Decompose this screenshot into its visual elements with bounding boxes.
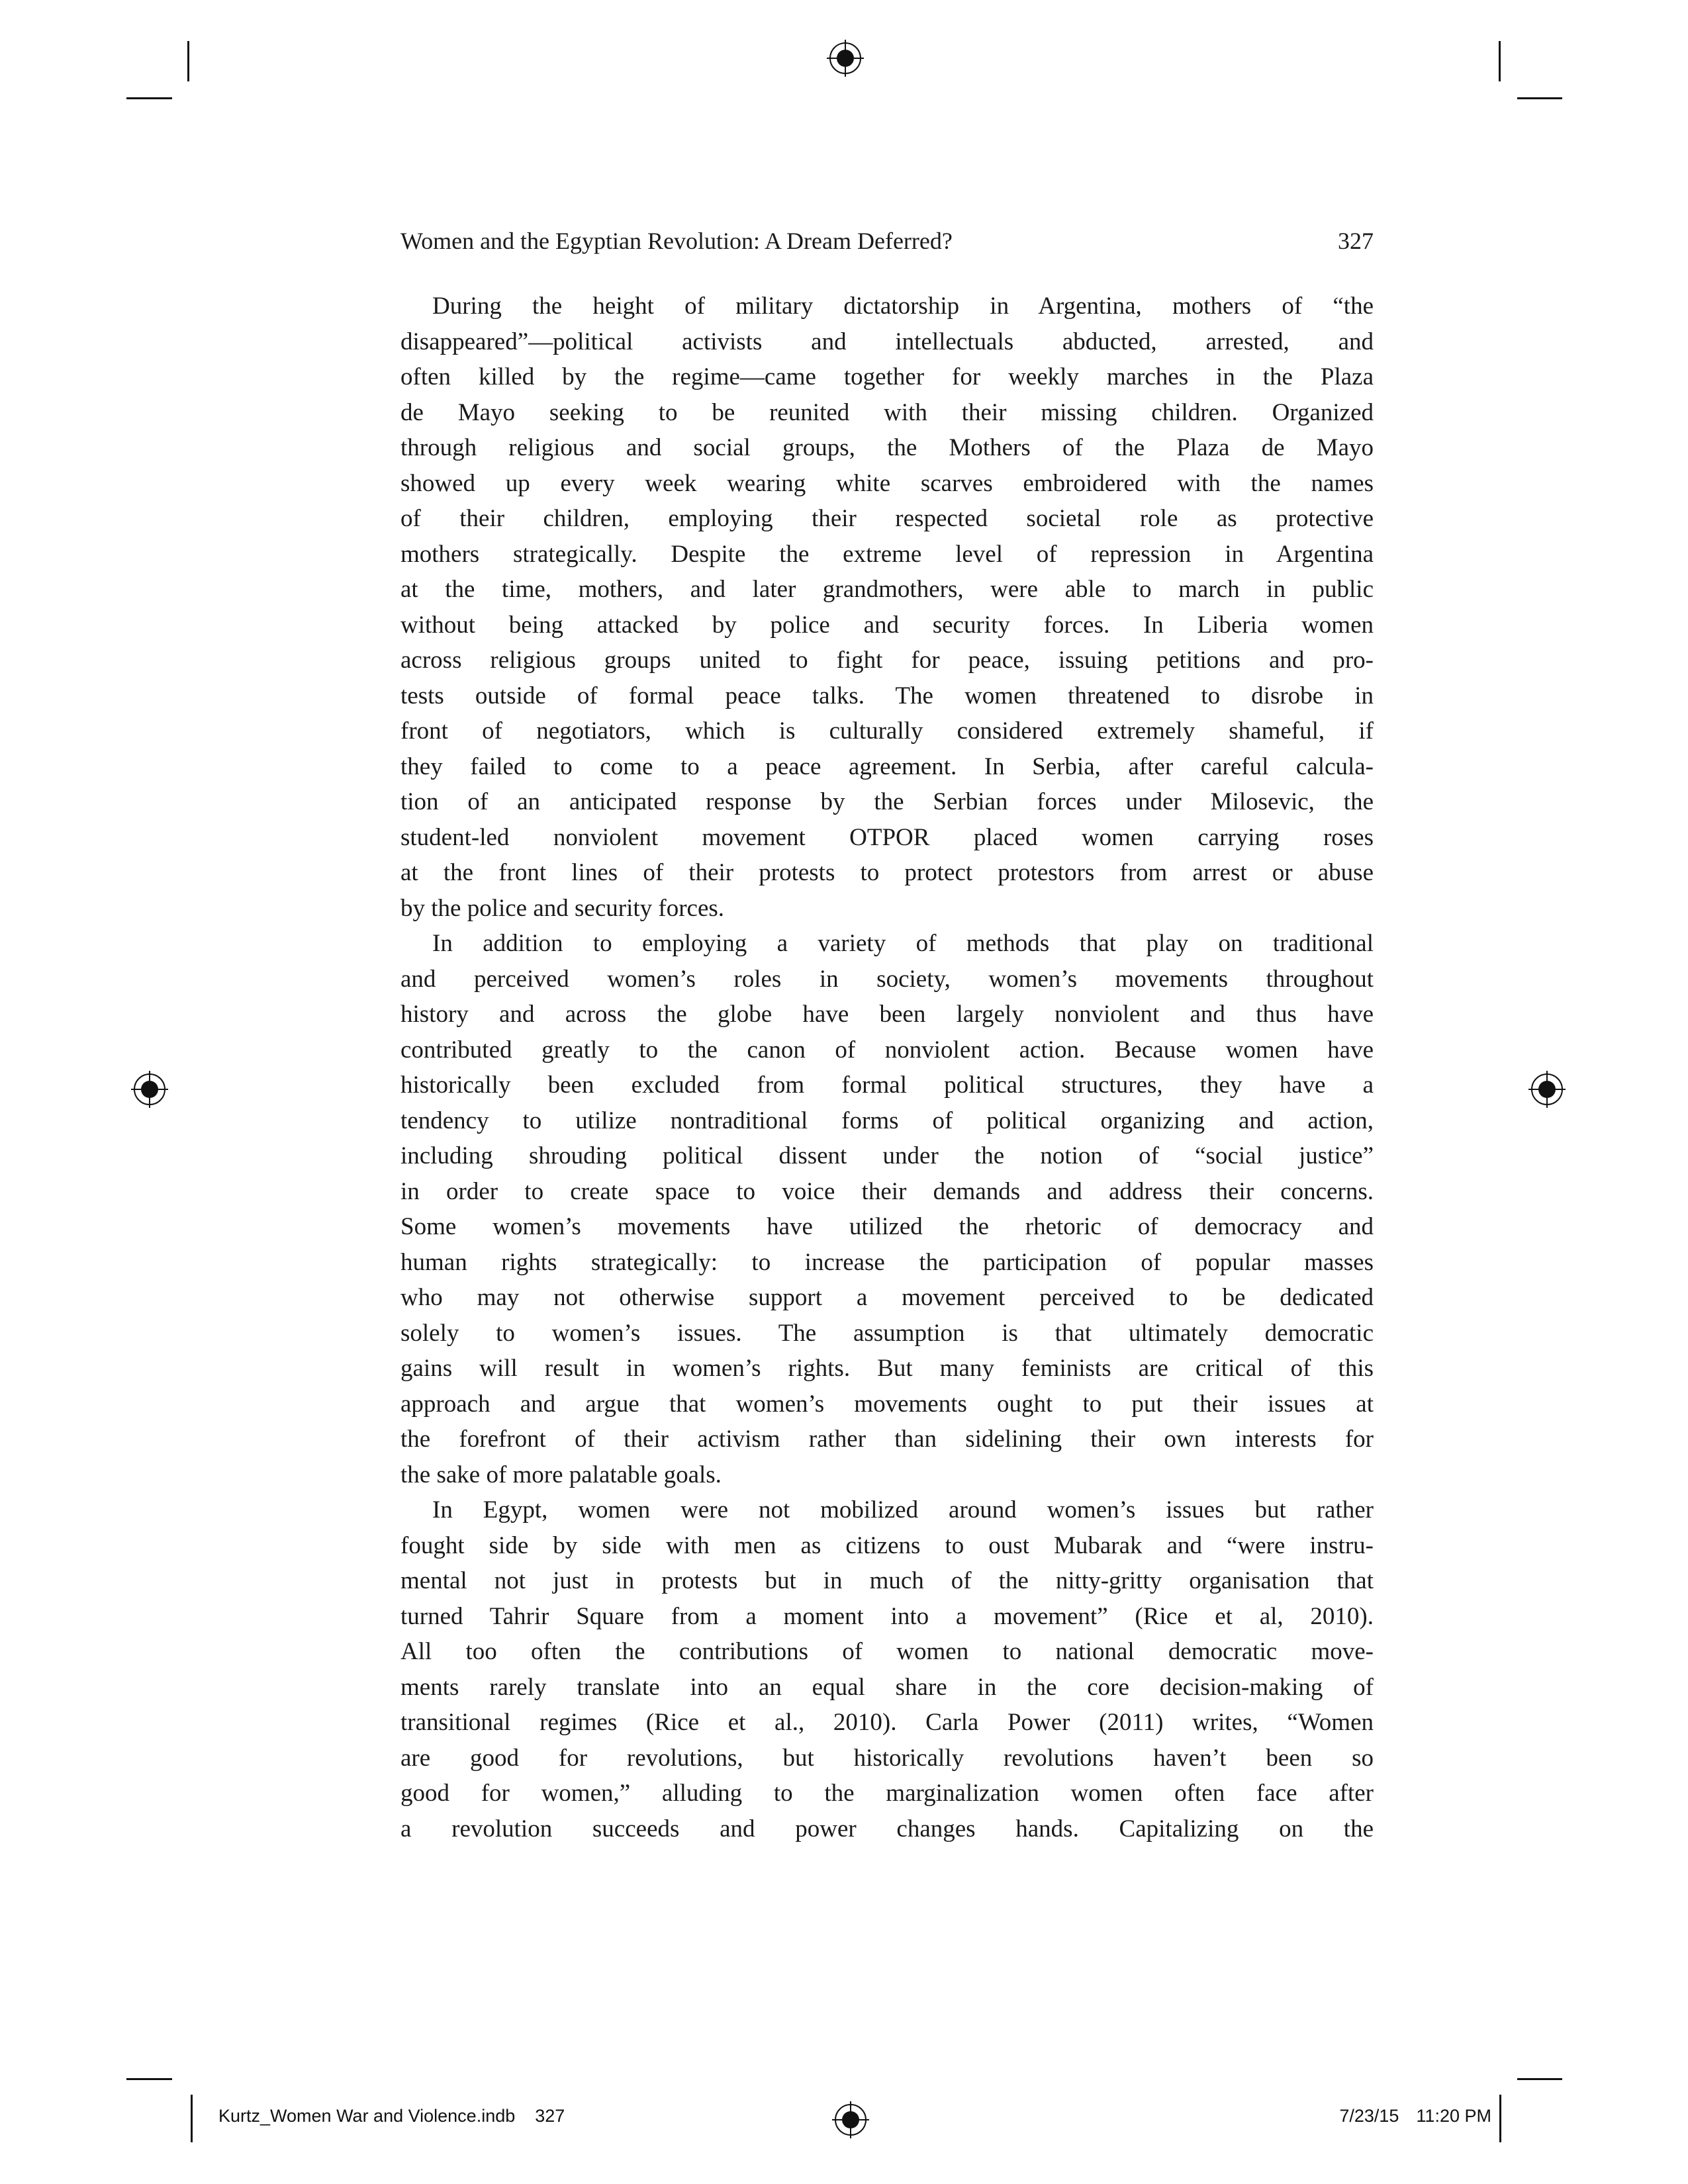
text-line: front of negotiators, which is culturally considered extremely shameful, if <box>400 717 1374 745</box>
text-line: history and across the globe have been largely nonviolent and thus have <box>400 1001 1374 1028</box>
text-line: are good for revolutions, but historically revolutions haven’t been so <box>400 1744 1374 1772</box>
text-line: a revolution succeeds and power changes hands. Capitalizing on the <box>400 1815 1374 1843</box>
text-line: All too often the contributions of women to national democratic move- <box>400 1638 1374 1665</box>
text-line: good for women,” alluding to the marginalization women often face after <box>400 1780 1374 1807</box>
registration-mark-right-middle <box>1528 1071 1566 1108</box>
text-line: who may not otherwise support a movement perceived to be dedicated <box>400 1284 1374 1311</box>
running-head <box>400 226 1374 255</box>
text-line: tendency to utilize nontraditional forms of political organizing and action, <box>400 1107 1374 1134</box>
text-line: gains will result in women’s rights. But many feminists are critical of this <box>400 1355 1374 1382</box>
text-line: at the front lines of their protests to protect protestors from arrest or abuse <box>400 859 1374 886</box>
footer-slug <box>218 2106 565 2126</box>
crop-mark-top-right-horizontal <box>1517 97 1562 99</box>
registration-mark-bottom-center <box>832 2101 869 2138</box>
text-line: often killed by the regime—came together for weekly marches in the Plaza <box>400 363 1374 390</box>
crop-mark-top-right-vertical <box>1499 41 1501 81</box>
text-line: historically been excluded from formal political structures, they have a <box>400 1071 1374 1099</box>
text-line: ments rarely translate into an equal share in the core decision-making of <box>400 1673 1374 1701</box>
text-line: by the police and security forces. <box>400 894 725 922</box>
text-line: across religious groups united to fight for peace, issuing petitions and pro- <box>400 647 1374 674</box>
crop-mark-bottom-left-vertical <box>191 2095 193 2142</box>
footer-time: 11:20 PM <box>1416 2106 1491 2126</box>
text-line: Some women’s movements have utilized the rhetoric of democracy and <box>400 1213 1374 1240</box>
crop-mark-top-left-vertical <box>187 41 189 81</box>
crop-mark-top-left-horizontal <box>126 97 172 99</box>
crop-mark-bottom-left-horizontal <box>126 2078 172 2080</box>
text-line: and perceived women’s roles in society, women’s movements throughout <box>400 965 1374 993</box>
text-line: tests outside of formal peace talks. The women threatened to disrobe in <box>400 682 1374 709</box>
text-line: During the height of military dictatorship in Argentina, mothers of “the <box>432 293 1374 320</box>
text-line: at the time, mothers, and later grandmothers, were able to march in public <box>400 576 1374 603</box>
footer-page-number: 327 <box>535 2106 565 2126</box>
footer-timestamp <box>1339 2106 1491 2126</box>
text-line: solely to women’s issues. The assumption is that ultimately democratic <box>400 1319 1374 1347</box>
text-line: human rights strategically: to increase the participation of popular masses <box>400 1248 1374 1276</box>
text-line: In addition to employing a variety of methods that play on traditional <box>432 930 1374 957</box>
text-line: the forefront of their activism rather than sidelining their own interests for <box>400 1426 1374 1453</box>
text-line: through religious and social groups, the Mothers of the Plaza de Mayo <box>400 434 1374 461</box>
text-line: tion of an anticipated response by the Serbian forces under Milosevic, the <box>400 788 1374 815</box>
footer-document-name: Kurtz_Women War and Violence.indb <box>218 2106 516 2126</box>
text-line: without being attacked by police and security forces. In Liberia women <box>400 611 1374 639</box>
body-text <box>400 289 1374 1846</box>
text-line: fought side by side with men as citizens to oust Mubarak and “were instru- <box>400 1531 1374 1559</box>
crop-mark-bottom-right-vertical <box>1499 2095 1501 2142</box>
page-number: 327 <box>1338 228 1374 254</box>
paragraph <box>400 926 1374 1492</box>
registration-mark-top-center <box>827 40 864 77</box>
text-line: including shrouding political dissent under the notion of “social justice” <box>400 1142 1374 1169</box>
text-line: in order to create space to voice their demands and address their concerns. <box>400 1177 1374 1205</box>
text-line: they failed to come to a peace agreement. In Serbia, after careful calcula- <box>400 752 1374 780</box>
text-line: mothers strategically. Despite the extreme level of repression in Argentina <box>400 540 1374 568</box>
registration-mark-left-middle <box>131 1071 168 1108</box>
paragraph <box>400 1492 1374 1846</box>
footer-date: 7/23/15 <box>1339 2106 1399 2126</box>
text-line: disappeared”—political activists and intellectuals abducted, arrested, and <box>400 328 1374 355</box>
text-line: of their children, employing their respected societal role as protective <box>400 505 1374 532</box>
crop-mark-bottom-right-horizontal <box>1517 2078 1562 2080</box>
text-line: turned Tahrir Square from a moment into a movement” (Rice et al, 2010). <box>400 1602 1374 1630</box>
text-line: approach and argue that women’s movements ought to put their issues at <box>400 1390 1374 1418</box>
text-line: student-led nonviolent movement OTPOR placed women carrying roses <box>400 823 1374 851</box>
text-line: showed up every week wearing white scarves embroidered with the names <box>400 469 1374 497</box>
paragraph <box>400 289 1374 926</box>
text-line: In Egypt, women were not mobilized around women’s issues but rather <box>432 1496 1374 1524</box>
text-line: mental not just in protests but in much of the nitty-gritty organisation that <box>400 1567 1374 1594</box>
text-line: the sake of more palatable goals. <box>400 1461 722 1488</box>
text-line: transitional regimes (Rice et al., 2010). Carla Power (2011) writes, “Women <box>400 1709 1374 1736</box>
text-line: contributed greatly to the canon of nonviolent action. Because women have <box>400 1036 1374 1064</box>
text-line: de Mayo seeking to be reunited with their missing children. Organized <box>400 398 1374 426</box>
chapter-title: Women and the Egyptian Revolution: A Dream Deferred? <box>400 228 953 254</box>
